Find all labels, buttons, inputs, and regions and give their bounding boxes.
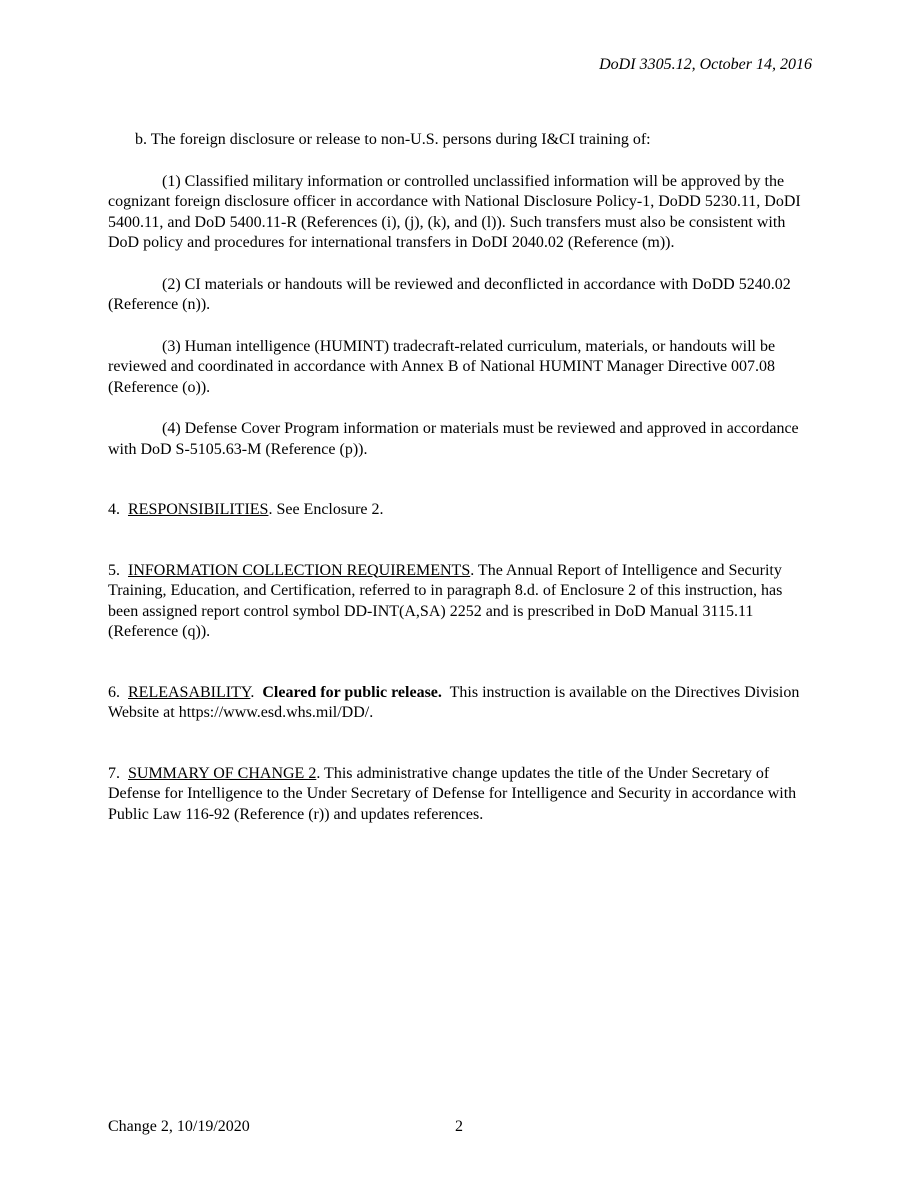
section-number: 4. bbox=[108, 501, 120, 518]
section-text: . This administrative change updates the title of the Under Secretary of Defense for Intelligence to the Under Secretary of Defense for Intelligence and Security in accordance with Public Law 116-92 (Reference (r)) and updates references. bbox=[108, 764, 797, 823]
section-summary-of-change bbox=[108, 764, 813, 826]
section-number: 5. bbox=[108, 561, 120, 579]
document-body bbox=[108, 130, 813, 825]
paragraph-b: b. The foreign disclosure or release to non-U.S. persons during I&CI training of: bbox=[135, 131, 651, 148]
section-heading: RELEASABILITY bbox=[128, 683, 251, 701]
section-number: 7. bbox=[108, 764, 120, 782]
section-text: This instruction is available on the Directives Division Website at https://www.esd.whs.mil/DD/. bbox=[108, 683, 804, 721]
document-citation-header: DoDI 3305.12, October 14, 2016 bbox=[599, 56, 812, 73]
section-text: . The Annual Report of Intelligence and Security Training, Education, and Certification, referred to in paragraph 8.d. of Enclosure 2 of this instruction, has been assigned report control symbol DD-INT(A,SA) 2252 and is prescribed in DoD Manual 3115.11 (Reference (q)). bbox=[108, 561, 783, 640]
footer-page-number: 2 bbox=[455, 1118, 463, 1135]
sub-item-4: (4) Defense Cover Program information or materials must be reviewed and approved in accordance with DoD S-5105.63-M (Reference (p)). bbox=[108, 420, 799, 458]
sub-item-2: (2) CI materials or handouts will be reviewed and deconflicted in accordance with DoDD 5240.02 (Reference (n)). bbox=[108, 275, 791, 313]
public-release-statement: Cleared for public release. bbox=[262, 683, 442, 701]
section-text: . See Enclosure 2. bbox=[268, 501, 384, 518]
section-responsibilities bbox=[108, 500, 813, 521]
section-heading: SUMMARY OF CHANGE 2 bbox=[128, 764, 317, 782]
section-heading: INFORMATION COLLECTION REQUIREMENTS bbox=[128, 561, 471, 579]
section-heading: RESPONSIBILITIES bbox=[128, 501, 269, 518]
footer-change-label: Change 2, 10/19/2020 bbox=[108, 1118, 250, 1135]
section-releasability bbox=[108, 683, 813, 724]
sub-item-1: (1) Classified military information or controlled unclassified information will be approved by the cognizant foreign disclosure officer in accordance with National Disclosure Policy-1, DoDD 5230.11, DoDI 5400.11, and DoD 5400.11-R (References (i), (j), (k), and (l)). Such transfers must also be consistent with DoD policy and procedures for international transfers in DoDI 2040.02 (Reference (m)). bbox=[108, 172, 801, 251]
section-separator: . bbox=[250, 683, 263, 701]
sub-item-3: (3) Human intelligence (HUMINT) tradecraft-related curriculum, materials, or handouts will be reviewed and coordinated in accordance with Annex B of National HUMINT Manager Directive 007.08 (Reference (o)). bbox=[108, 337, 776, 396]
section-number: 6. bbox=[108, 683, 120, 701]
section-information-collection bbox=[108, 561, 813, 643]
